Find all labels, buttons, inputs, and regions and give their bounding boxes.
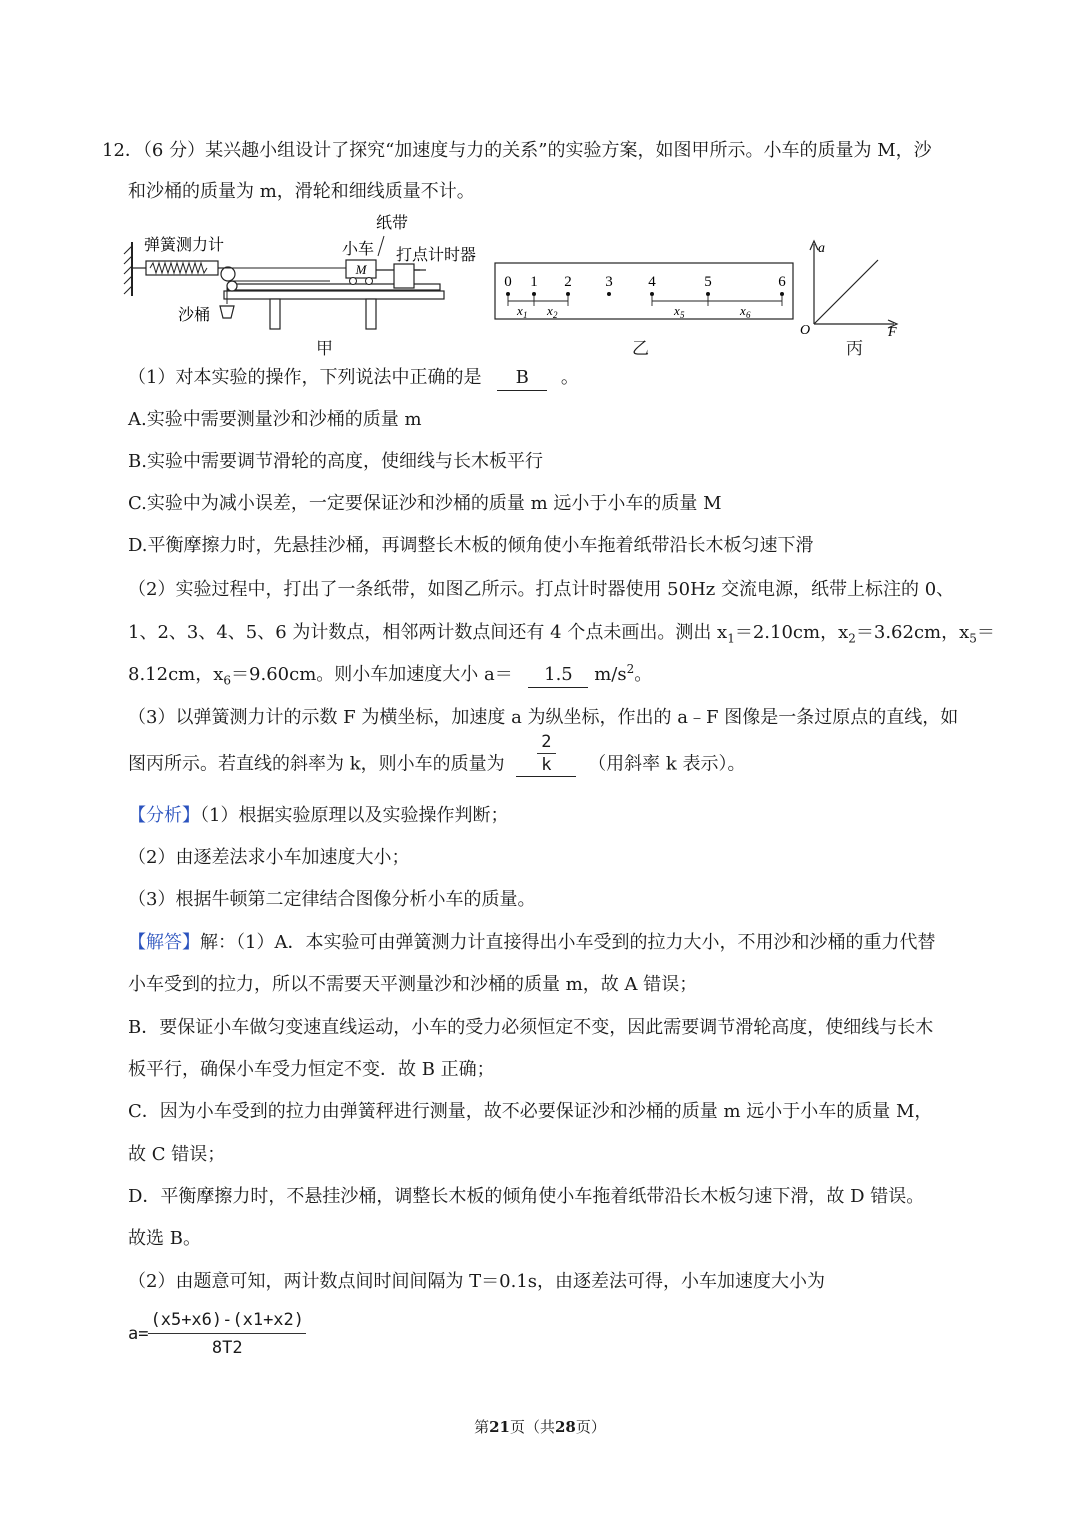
x5-sub: 5	[680, 310, 685, 320]
part2-line-3	[128, 663, 652, 688]
question-line-1: 12．（6 分）某兴趣小组设计了探究“加速度与力的关系”的实验方案，如图甲所示。小车的质量为 M，沙	[102, 140, 932, 161]
part2-line-1: （2）实验过程中，打出了一条纸带，如图乙所示。打点计时器使用 50Hz 交流电源，纸带上标注的 0、	[128, 579, 955, 600]
pulley-left	[221, 267, 235, 281]
figure-bing	[798, 236, 910, 340]
part2-end: 。	[634, 664, 653, 685]
superscript: 2	[626, 662, 635, 676]
part3-line-1: （3）以弹簧测力计的示数 F 为横坐标，加速度 a 为纵坐标，作出的 a﹣F 图像是一条过原点的直线，如	[128, 707, 959, 728]
point-label: 6	[778, 274, 786, 290]
option-c: C.实验中为减小误差，一定要保证沙和沙桶的质量 m 远小于小车的质量 M	[128, 493, 722, 514]
option-b: B.实验中需要调节滑轮的高度，使细线与长木板平行	[128, 451, 543, 472]
x1-label: x	[517, 303, 523, 318]
solution-line-3: B．要保证小车做匀变速直线运动，小车的受力必须恒定不变，因此需要调节滑轮高度，使细线与长木	[128, 1017, 934, 1038]
x2-label: x	[547, 303, 553, 318]
formula-denominator: 8T2	[211, 1338, 243, 1358]
part1-end: 。	[560, 367, 579, 388]
spring-label: 弹簧测力计	[144, 235, 225, 254]
tape-dot	[607, 292, 611, 296]
solution-line-4: 板平行，确保小车受力恒定不变．故 B 正确；	[128, 1059, 495, 1080]
timer-label: 打点计时器	[396, 245, 477, 264]
analysis-text: （1）根据实验原理以及实验操作判断；	[200, 805, 509, 826]
subscript: 1	[727, 631, 735, 646]
x5-label: x	[674, 303, 680, 318]
part2-text: ＝3.62cm，x	[855, 622, 970, 643]
footer-text: 页（共	[509, 1418, 555, 1436]
table-top	[224, 291, 444, 299]
point-label: 3	[605, 274, 613, 290]
part1-answer: B	[497, 366, 547, 391]
part3-text: （用斜率 k 表示）。	[588, 753, 746, 775]
solution-line-5: C．因为小车受到的拉力由弹簧秤进行测量，故不必要保证沙和沙桶的质量 m 远小于小车的质量 M，	[128, 1101, 933, 1122]
timer	[394, 264, 414, 288]
table-leg-right	[366, 299, 376, 329]
formula-numerator: (x5+x6)-(x1+x2)	[148, 1310, 306, 1334]
footer-text: 第	[474, 1418, 490, 1436]
part1-prompt-line	[128, 366, 579, 391]
analysis-line-2: （2）由逐差法求小车加速度大小；	[128, 847, 410, 868]
subscript: 5	[969, 631, 977, 646]
part2-text: ＝2.10cm，x	[734, 622, 849, 643]
analysis-line-3: （3）根据牛顿第二定律结合图像分析小车的质量。	[128, 889, 536, 910]
subscript: 2	[848, 631, 856, 646]
bucket-label: 沙桶	[178, 305, 211, 324]
sand-bucket	[220, 306, 234, 318]
page-total: 28	[555, 1418, 576, 1436]
solution-line-2: 小车受到的拉力，所以不需要天平测量沙和沙桶的质量 m，故 A 错误；	[128, 974, 698, 995]
x-axis-label: F	[888, 325, 897, 340]
part2-text: ＝9.60cm。则小车加速度大小 a＝	[231, 664, 513, 685]
solution-line-8: 故选 B。	[128, 1228, 201, 1249]
part2-text: 8.12cm，x	[128, 664, 224, 685]
car-mass-label: M	[355, 262, 367, 277]
option-d: D.平衡摩擦力时，先悬挂沙桶，再调整长木板的倾角使小车拖着纸带沿长木板匀速下滑	[128, 535, 814, 556]
fraction-numerator: 2	[537, 731, 555, 754]
option-a: A.实验中需要测量沙和沙桶的质量 m	[128, 409, 422, 430]
table-leg-left	[270, 299, 280, 329]
x6-sub: 6	[746, 310, 751, 320]
x6-label: x	[740, 303, 746, 318]
y-axis-label: a	[818, 241, 825, 256]
point-label: 0	[504, 274, 512, 290]
solution-line-6: 故 C 错误；	[128, 1144, 226, 1165]
solution-line-7: D．平衡摩擦力时，不悬挂沙桶，调整长木板的倾角使小车拖着纸带沿长木板匀速下滑，故 D 错误。	[128, 1186, 925, 1207]
part3-text: 图丙所示。若直线的斜率为 k，则小车的质量为	[128, 753, 505, 775]
figure-yi	[494, 262, 796, 322]
figure-jia	[120, 208, 477, 348]
part2-text: 1、2、3、4、5、6 为计数点，相邻两计数点间还有 4 个点未画出。测出 x	[128, 622, 728, 643]
tape-label: 纸带	[376, 213, 409, 232]
caption-jia: 甲	[316, 339, 333, 359]
part2-answer: 1.5	[528, 663, 588, 688]
acceleration-formula	[128, 1310, 306, 1358]
origin-label: O	[800, 323, 811, 338]
part2-line-2	[128, 621, 995, 645]
caption-bing: 丙	[846, 339, 863, 359]
part2-text: ＝	[976, 622, 995, 643]
part1-prompt: （1）对本实验的操作，下列说法中正确的是	[128, 367, 482, 388]
fraction-denominator: k	[541, 754, 552, 775]
a-f-line	[814, 260, 878, 324]
solution-line-9: （2）由题意可知，两计数点间时间间隔为 T＝0.1s，由逐差法可得，小车加速度大小为	[128, 1271, 826, 1292]
car-label: 小车	[342, 239, 375, 258]
analysis-tag: 【分析】	[128, 805, 200, 826]
part3-answer	[516, 731, 576, 777]
analysis-line-1	[128, 804, 508, 828]
point-label: 2	[564, 274, 572, 290]
page-number: 21	[489, 1418, 510, 1436]
x2-sub: 2	[553, 310, 558, 320]
part3-line-2	[128, 731, 746, 777]
x1-sub: 1	[523, 310, 528, 320]
subscript: 6	[223, 673, 232, 688]
page-footer	[0, 1416, 1080, 1437]
question-line-2: 和沙桶的质量为 m，滑轮和细线质量不计。	[128, 181, 475, 202]
point-label: 1	[530, 274, 538, 290]
footer-text: 页）	[575, 1418, 606, 1436]
point-label: 5	[704, 274, 712, 290]
solution-tag: 【解答】	[128, 932, 200, 953]
point-label: 4	[648, 274, 656, 290]
part2-unit: m/s	[594, 664, 627, 685]
solution-text: 解：（1）A．本实验可由弹簧测力计直接得出小车受到的拉力大小，不用沙和沙桶的重力代替	[200, 932, 936, 953]
formula-lhs: a=	[128, 1324, 149, 1344]
caption-yi: 乙	[632, 339, 649, 359]
solution-line-1	[128, 931, 935, 955]
